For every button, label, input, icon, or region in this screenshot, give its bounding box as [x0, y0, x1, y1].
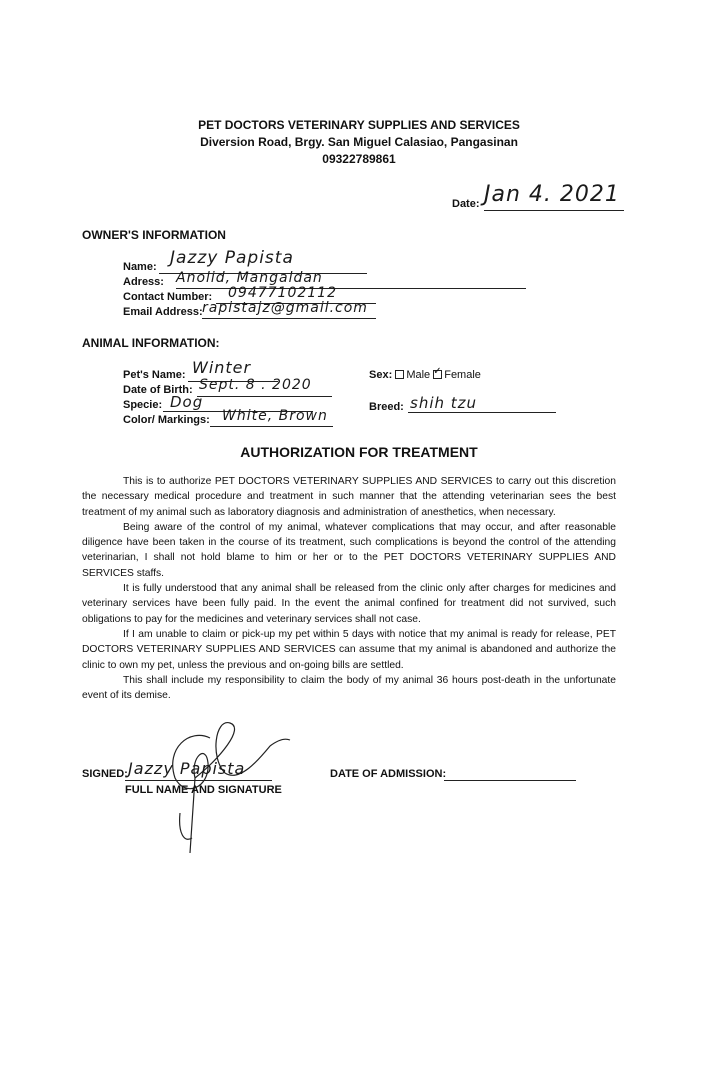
dob-label: Date of Birth: — [123, 384, 193, 396]
full-name-label: FULL NAME AND SIGNATURE — [125, 784, 282, 796]
pet-name-label: Pet's Name: — [123, 369, 186, 381]
owner-name-value: Jazzy Papista — [170, 248, 294, 268]
business-phone: 09322789861 — [322, 152, 396, 166]
owner-name-label: Name: — [123, 261, 157, 273]
date-value: Jan 4. 2021 — [484, 182, 620, 207]
dob-value: Sept. 8 . 2020 — [199, 377, 312, 393]
sex-female-checkbox[interactable] — [433, 366, 442, 379]
dob-line — [197, 396, 332, 397]
authorization-body — [82, 474, 616, 703]
date-label: Date: — [452, 198, 480, 210]
sex-male-checkbox[interactable] — [395, 370, 404, 379]
sex-female-label: Female — [444, 369, 481, 381]
authorization-paragraph: This shall include my responsibility to claim the body of my animal 36 hours post-death in the unfortunate event of its demise. — [82, 674, 616, 702]
pet-name-value: Winter — [192, 358, 252, 377]
color-line — [210, 426, 333, 427]
breed-label: Breed: — [369, 401, 404, 413]
signed-line — [125, 780, 272, 781]
owner-email-value: rapistajz@gmail.com — [202, 300, 368, 316]
authorization-paragraph: Being aware of the control of my animal, whatever complications that may occur, and after reasonable diligence have been taken in the course of its treatment, such complications is beyond the control of the attending veterinarian, I shall not hold blame to him or her or to the PET DOCTORS VETERINARY SUPPLIES AND SERVICES staffs. — [82, 521, 616, 579]
signed-label: SIGNED: — [82, 768, 128, 780]
sex-field — [369, 366, 481, 381]
business-name: PET DOCTORS VETERINARY SUPPLIES AND SERVICES — [198, 118, 520, 132]
authorization-title: AUTHORIZATION FOR TREATMENT — [240, 444, 478, 460]
sex-label: Sex: — [369, 369, 393, 381]
animal-heading: ANIMAL INFORMATION: — [82, 336, 220, 350]
checkmark-icon: ✓ — [433, 366, 442, 377]
authorization-paragraph: It is fully understood that any animal shall be released from the clinic only after charges for medicines and veterinary services have been fully paid. In the event the animal confined for treatment did not survived, such obligations to pay for the medicines and veterinary services shall not case. — [82, 583, 616, 625]
business-address: Diversion Road, Brgy. San Miguel Calasiao, Pangasinan — [200, 135, 518, 149]
breed-line — [408, 412, 556, 413]
owner-address-value: Anolid, Mangaldan — [176, 270, 323, 286]
owner-address-label: Adress: — [123, 276, 164, 288]
admission-label: DATE OF ADMISSION: — [330, 768, 447, 780]
color-label: Color/ Markings: — [123, 414, 210, 426]
specie-label: Specie: — [123, 399, 163, 411]
authorization-paragraph: If I am unable to claim or pick-up my pet within 5 days with notice that my animal is ready for release, PET DOCTORS VETERINARY SUPPLIES AND SERVICES can assume that my animal is abandoned and authorize the clinic to own my pet, unless the previous and on-going bills are settled. — [82, 628, 616, 671]
sex-male-label: Male — [406, 369, 431, 381]
date-line — [484, 210, 624, 211]
owner-email-label: Email Address: — [123, 306, 203, 318]
admission-line[interactable] — [444, 780, 576, 781]
owner-contact-label: Contact Number: — [123, 291, 213, 303]
breed-value: shih tzu — [410, 394, 478, 412]
signed-value: Jazzy Papista — [128, 759, 246, 778]
specie-value: Dog — [170, 393, 204, 411]
color-value: White, Brown — [222, 408, 328, 424]
owner-heading: OWNER'S INFORMATION — [82, 228, 226, 242]
authorization-paragraph: This is to authorize PET DOCTORS VETERINARY SUPPLIES AND SERVICES to carry out this discretion the necessary medical procedure and treatment in such manner that the attending veterinarian sees the best treatment of my animal such as laboratory diagnosis and administration of anesthetics, when necessary. — [82, 476, 616, 518]
owner-contact-value: 09477102112 — [228, 285, 337, 301]
owner-email-line — [202, 318, 376, 319]
